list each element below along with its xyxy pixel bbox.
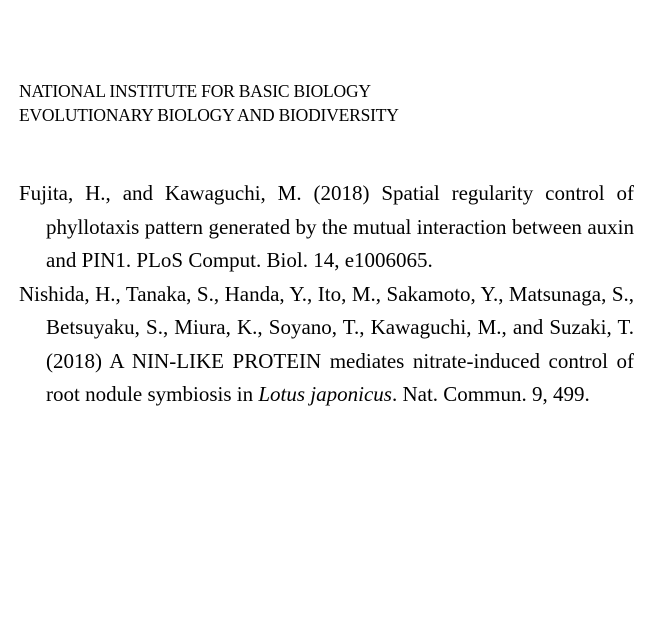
division-name: EVOLUTIONARY BIOLOGY AND BIODIVERSITY <box>19 105 399 125</box>
reference-item <box>19 177 634 278</box>
reference-item <box>19 278 634 412</box>
section-header <box>19 79 639 127</box>
institute-name: NATIONAL INSTITUTE FOR BASIC BIOLOGY <box>19 81 371 101</box>
species-name: Lotus japonicus <box>258 382 392 406</box>
reference-text: Nishida, H., Tanaka, S., Handa, Y., Ito, M., Sakamoto, Y., Matsunaga, S., Betsuyaku, S., Miura, K., Soyano, T., Kawaguchi, M., and Suzaki, T. (2018) A NIN-LIKE PROTEIN mediates nitrate-induced control of root nodule symbiosis in <box>19 281 634 406</box>
reference-text-end: . Nat. Commun. 9, 499. <box>391 382 590 406</box>
reference-text: Fujita, H., and Kawaguchi, M. (2018) Spatial regularity control of phyllotaxis pattern generated by the mutual interaction between auxin and PIN1. PLoS Comput. Biol. 14, e1006065. <box>19 181 634 272</box>
reference-list <box>19 177 634 412</box>
